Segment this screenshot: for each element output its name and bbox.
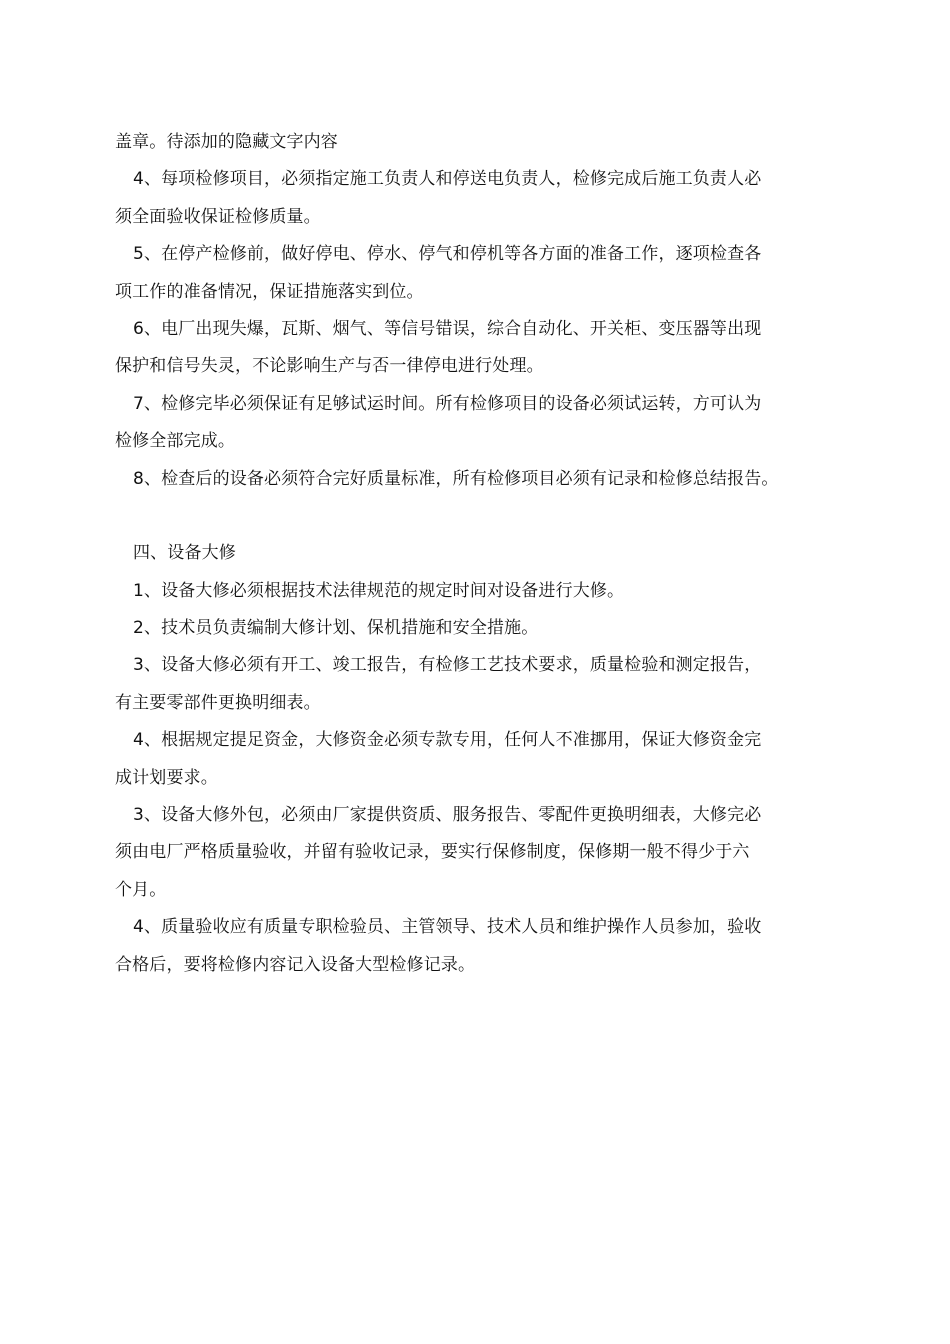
text-block-maintenance: [115, 124, 850, 498]
section-heading: 四、设备大修: [133, 543, 236, 564]
text-line: 4、根据规定提足资金，大修资金必须专款专用，任何人不准挪用，保证大修资金完: [133, 730, 762, 751]
text-line: 合格后，要将检修内容记入设备大型检修记录。: [115, 954, 476, 975]
text-line: 检修全部完成。: [115, 431, 236, 452]
text-line: 3、设备大修必须有开工、竣工报告，有检修工艺技术要求，质量检验和测定报告，: [133, 655, 762, 676]
text-line: 须全面验收保证检修质量。: [115, 206, 321, 227]
text-line: 3、设备大修外包，必须由厂家提供资质、服务报告、零配件更换明细表，大修完必: [133, 805, 762, 826]
text-line: 须由电厂严格质量验收，并留有验收记录，要实行保修制度，保修期一般不得少于六: [115, 842, 750, 863]
text-line: 有主要零部件更换明细表。: [115, 692, 321, 713]
text-line: 4、每项检修项目，必须指定施工负责人和停送电负责人，检修完成后施工负责人必: [133, 169, 762, 190]
text-line: 8、检查后的设备必须符合完好质量标准，所有检修项目必须有记录和检修总结报告。: [133, 468, 779, 489]
text-line: 成计划要求。: [115, 767, 218, 788]
text-line: 6、电厂出现失爆，瓦斯、烟气、等信号错误，综合自动化、开关柜、变压器等出现: [133, 318, 762, 339]
text-line: 个月。: [115, 879, 167, 900]
document-page: [115, 124, 850, 984]
text-line: 2、技术员负责编制大修计划、保机措施和安全措施。: [133, 618, 539, 639]
text-block-overhaul: [115, 535, 850, 984]
text-line: 1、设备大修必须根据技术法律规范的规定时间对设备进行大修。: [133, 580, 625, 601]
text-line: 保护和信号失灵，不论影响生产与否一律停电进行处理。: [115, 356, 544, 377]
text-line: 项工作的准备情况，保证措施落实到位。: [115, 281, 424, 302]
text-line: 5、在停产检修前，做好停电、停水、停气和停机等各方面的准备工作，逐项检查各: [133, 244, 762, 265]
text-line: 盖章。待添加的隐藏文字内容: [115, 132, 338, 152]
text-line: 7、检修完毕必须保证有足够试运时间。所有检修项目的设备必须试运转，方可认为: [133, 393, 762, 414]
text-line: 4、质量验收应有质量专职检验员、主管领导、技术人员和维护操作人员参加，验收: [133, 917, 762, 938]
paragraph-spacer: [115, 498, 850, 535]
